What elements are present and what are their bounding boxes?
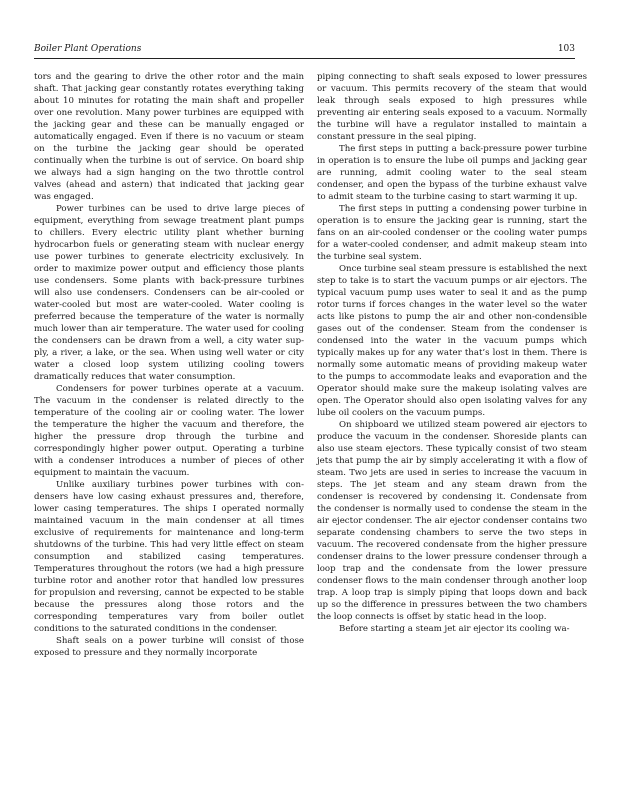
- left-column: [34, 71, 304, 659]
- paragraph: The first steps in putting a back-pressure power turbine in operation is to ensure the lube oil pumps and jacking gear are running, admit cooling water to the seal steam condenser, and open the bypass of the turbine exhaust valve to admit steam to the turbine casing to start warming it up.: [317, 144, 587, 202]
- page-number: 103: [557, 44, 575, 54]
- paragraph: Power turbines can be used to drive large pieces of equipment, everything from sewage treatment plant pumps to chillers. Every electric utility plant whether burning hydrocarbon fuels or generating steam with nuclear energy use power turbines to generate electricity exclusively. In order to maximize power output and efficiency those plants use condensers. Some plants with back-pressure turbines will also use condensers. Condensers can be air-cooled or water-cooled but most are water-cooled. Water cooling is preferred because the temperature of the water is normally much lower than air temperature. The water used for cooling the condensers can be drawn from a well, a city water supply, a river, a lake, or the sea. When using well water or city water a closed loop system utilizing cooling towers dramatically reduces that water consumption.: [34, 204, 304, 382]
- paragraph: tors and the gearing to drive the other rotor and the main shaft. That jacking gear constantly rotates everything taking about 10 minutes for rotating the main shaft and propeller over one revolution. Many power turbines are equipped with the jacking gear and these can be manually engaged or automatically engaged. Even if there is no vacuum or steam on the turbine the jacking gear should be operated continually when the turbine is out of service. On board ship we always had a sign hanging on the two throttle control valves (ahead and astern) that indicated that jacking gear was engaged.: [34, 72, 304, 202]
- paragraph: Once turbine seal steam pressure is established the next step to take is to start the vacuum pumps or air ejectors. The typical vacuum pump uses water to seal it and as the pump rotor turns if forces changes in the water level so the water acts like pistons to pump the air and other non-condensible gases out of the condenser. Steam from the condenser is condensed into the water in the vacuum pumps which typically makes up for any water that’s lost in them. There is normally some automatic means of providing makeup water to the pumps to accommodate leaks and evaporation and the Operator should make sure the makeup isolating valves are open. The Operator should also open isolating valves for any lube oil coolers on the vacuum pumps.: [317, 264, 587, 418]
- paragraph: piping connecting to shaft seals exposed to lower pressures or vacuum. This permits recovery of the steam that would leak through seals exposed to high pressures while preventing air entering seals exposed to a vacuum. Normally the turbine will have a regulator installed to maintain a constant pressure in the seal piping.: [317, 72, 587, 142]
- page-header: [34, 44, 575, 59]
- paragraph: Condensers for power turbines operate at a vacuum. The vacuum in the condenser is related directly to the temperature of the cooling air or cooling water. The lower the temperature the higher the vacuum and therefore, the higher the pressure drop through the turbine and correspondingly higher power output. Operating a turbine with a condenser introduces a number of pieces of other equipment to maintain the vacuum.: [34, 384, 304, 478]
- paragraph: Before starting a steam jet air ejector its cooling wa-: [339, 624, 570, 634]
- paragraph: The first steps in putting a condensing power turbine in operation is to ensure the jacking gear is running, start the fans on an air-cooled condenser or the cooling water pumps for a water-cooled condenser, and admit makeup steam into the turbine seal system.: [317, 204, 587, 262]
- right-column: [317, 71, 587, 635]
- paragraph: Shaft seals on a power turbine will consist of those exposed to pressure and they normally incorporate: [34, 636, 304, 658]
- paragraph: On shipboard we utilized steam powered air ejectors to produce the vacuum in the condenser. Shoreside plants can also use steam ejectors. These typically consist of two steam jets that pump the air by simply accelerating it with a flow of steam. Two jets are used in series to increase the vacuum in steps. The jet steam and any steam drawn from the condenser is recovered by condensing it. Condensate from the condenser is normally used to condense the steam in the air ejector condenser. The air ejector condenser contains two separate condensing chambers to serve the two steps in vacuum. The recovered condensate from the higher pressure condenser drains to the lower pressure condenser through a loop trap and the condensate from the lower pressure condenser flows to the main condenser through another loop trap. A loop trap is simply piping that loops down and back up so the difference in pressures between the two chambers the loop connects is offset by static head in the loop.: [317, 420, 587, 622]
- running-title: Boiler Plant Operations: [34, 44, 142, 54]
- paragraph: Unlike auxiliary turbines power turbines with condensers have low casing exhaust pressures and, therefore, lower casing temperatures. The ships I operated normally maintained vacuum in the main condenser at all times exclusive of requirements for maintenance and long-term shutdowns of the turbine. This had very little effect on steam consumption and stabilized casing temperatures. Temperatures throughout the rotors (we had a high pressure turbine rotor and another rotor that handled low pressures for propulsion and reversing, cannot be expected to be stable because the pressures along those rotors and the corresponding temperatures vary from boiler outlet conditions to the saturated conditions in the condenser.: [34, 480, 304, 634]
